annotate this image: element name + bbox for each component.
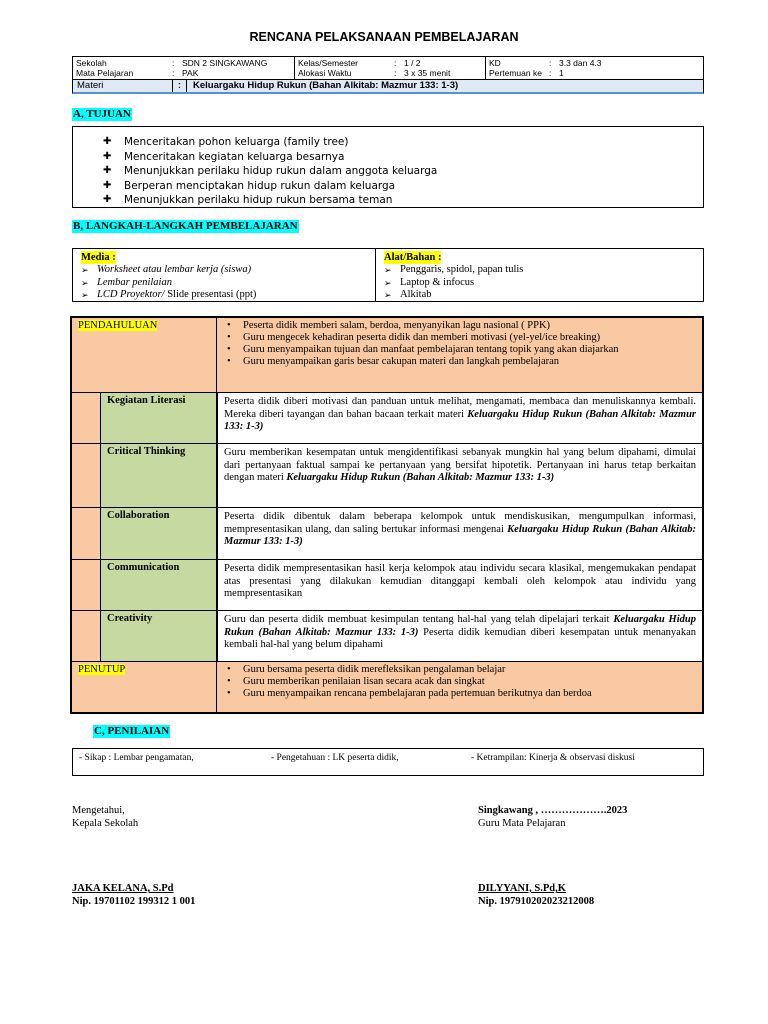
penilaian-sikap: - Sikap : Lembar pengamatan, [79, 753, 194, 763]
arrow-bullet-icon: ➢ [81, 290, 89, 300]
penutup-list [217, 662, 702, 700]
activity-table [70, 316, 704, 714]
alat-column [376, 249, 703, 301]
communication-content: Peserta didik mempresentasikan hasil kerja kelompok atau individu secara klasikal, mengemukakan pendapat atas presentasi yang dilakukan kemudian ditanggapi kembali oleh kelompok atau individu yang mempresentasikan [217, 560, 702, 610]
alat-list [384, 264, 695, 302]
header-school-cell: Sekolah : SDN 2 SINGKAWANG Mata Pelajaran : PAK [73, 57, 295, 79]
creativity-row [72, 611, 702, 662]
plus-bullet-icon: ✚ [103, 165, 112, 176]
tujuan-item: ✚ Menceritakan kegiatan keluarga besarnya [103, 150, 345, 163]
tujuan-item: ✚ Menunjukkan perilaku hidup rukun bersama teman [103, 194, 393, 206]
materi-value: Keluargaku Hidup Rukun (Bahan Alkitab: Mazmur 133: 1-3) [193, 80, 459, 91]
materi-label: Materi [73, 80, 173, 92]
tujuan-heading: A, TUJUAN [73, 108, 131, 120]
critical-thinking-content: Guru memberikan kesempatan untuk mengidentifikasi sebanyak mungkin hal yang belum dipahami, dimulai dari pertanyaan faktual sampai ke pertanyaan yang bersifat hipotetik. Pertanyaan ini harus tetap berkaitan dengan materi Keluargaku Hidup Rukun (Bahan Alkitab: Mazmur 133: 1-3) [217, 444, 702, 507]
arrow-bullet-icon: ➢ [384, 265, 392, 275]
penutup-label: PENUTUP [78, 664, 126, 675]
penilaian-keterampilan: - Ketrampilan: Kinerja & observasi diskusi [471, 753, 635, 763]
penutup-content [217, 662, 702, 712]
tujuan-list-box [72, 126, 704, 208]
kd-label: KD [489, 58, 501, 68]
kd-value: 3.3 dan 4.3 [559, 58, 602, 68]
list-item: ➢ Penggaris, spidol, papan tulis [384, 264, 524, 275]
signature-left [72, 804, 195, 908]
kepala-sekolah-nip: Nip. 19701102 199312 1 001 [72, 896, 196, 907]
arrow-bullet-icon: ➢ [81, 277, 89, 288]
collaboration-content: Peserta didik dibentuk dalam beberapa kelompok untuk mendiskusikan, mengumpulkan informasi, mempresentasikan ulang, dan saling bertukar informasi mengenai Keluargaku Hidup Rukun (Bahan Alkitab: Mazmur 133: 1-3) [217, 508, 702, 559]
literasi-label: Kegiatan Literasi [107, 395, 186, 406]
list-item: ➢ Laptop & infocus [384, 276, 475, 288]
communication-label: Communication [107, 562, 180, 573]
arrow-bullet-icon: ➢ [81, 265, 89, 275]
literasi-content: Peserta didik diberi motivasi dan panduan untuk melihat, mengamati, membaca dan menuliskannya kembali. Mereka diberi tayangan dan bahan bacaan terkait materi Keluargaku Hidup Rukun (Bahan Alkitab: Mazmur 133: 1-3) [217, 393, 702, 443]
creativity-label: Creativity [107, 613, 153, 624]
tujuan-item: ✚ Menceritakan pohon keluarga (family tree) [103, 136, 349, 148]
list-item: • Guru memberikan penilaian lisan secara acak dan singkat [227, 676, 485, 687]
pendahuluan-content [217, 318, 702, 392]
guru-nip: Nip. 197910202023212008 [478, 896, 595, 907]
place-date-text: Singkawang , ……………….2023 [478, 805, 628, 816]
header-kd-cell: KD : 3.3 dan 4.3 Pertemuan ke : 1 [489, 58, 602, 78]
media-label: Media : [81, 252, 116, 263]
media-column [73, 249, 376, 301]
pendahuluan-list [217, 318, 702, 368]
penutup-row [72, 662, 702, 712]
arrow-bullet-icon: ➢ [384, 277, 392, 288]
collaboration-label: Collaboration [107, 510, 170, 521]
penilaian-box [72, 748, 704, 776]
plus-bullet-icon: ✚ [103, 136, 112, 147]
header-class-cell: Kelas/Semester : 1 / 2 Alokasi Waktu : 3 x 35 menit [295, 57, 486, 79]
pertemuan-label: Pertemuan ke [489, 68, 542, 78]
plus-bullet-icon: ✚ [103, 179, 112, 191]
media-alat-table [72, 248, 704, 302]
list-item: • Guru menyampaikan rencana pembelajaran pada pertemuan berikutnya dan berdoa [227, 688, 592, 699]
critical-thinking-row [72, 444, 702, 508]
literasi-row [72, 393, 702, 444]
sekolah-value: SDN 2 SINGKAWANG [182, 58, 268, 68]
list-item: • Guru mengecek kehadiran peserta didik dan memberi motivasi (yel-yel/ice breaking) [227, 332, 601, 343]
header-info-table [72, 56, 704, 80]
kelas-value: 1 / 2 [404, 58, 421, 68]
alat-label: Alat/Bahan : [384, 252, 442, 263]
collaboration-row [72, 508, 702, 560]
communication-row [72, 560, 702, 611]
mapel-value: PAK [182, 68, 199, 78]
guru-name: DILYYANI, S.Pd,K [478, 883, 566, 894]
pertemuan-value: 1 [559, 68, 564, 78]
list-item: • Guru menyampaikan tujuan dan manfaat pembelajaran tentang topik yang akan diajarkan [227, 344, 619, 355]
kepala-sekolah-text: Kepala Sekolah [72, 818, 139, 829]
langkah-heading: B, LANGKAH-LANGKAH PEMBELAJARAN [73, 220, 298, 232]
list-item: ➢ Worksheet atau lembar kerja (siswa) [81, 264, 252, 275]
media-list [81, 264, 367, 302]
critical-thinking-label: Critical Thinking [107, 446, 186, 457]
list-item: ➢ Alkitab [384, 289, 432, 300]
materi-row: Materi : Keluargaku Hidup Rukun (Bahan Alkitab: Mazmur 133: 1-3) [72, 79, 704, 94]
sekolah-label: Sekolah [76, 58, 107, 68]
penilaian-heading: C, PENILAIAN [94, 725, 170, 737]
pendahuluan-row [72, 318, 702, 393]
penilaian-pengetahuan: - Pengetahuan : LK peserta didik, [271, 753, 399, 763]
arrow-bullet-icon: ➢ [384, 290, 392, 300]
tujuan-item: ✚ Berperan menciptakan hidup rukun dalam keluarga [103, 179, 396, 192]
list-item: • Peserta didik memberi salam, berdoa, menyanyikan lagu nasional ( PPK) [227, 320, 551, 331]
plus-bullet-icon: ✚ [103, 150, 112, 162]
kelas-label: Kelas/Semester [298, 58, 358, 68]
pendahuluan-label-cell [72, 318, 217, 392]
list-item: • Guru bersama peserta didik merefleksikan pengalaman belajar [227, 664, 506, 675]
creativity-content: Guru dan peserta didik membuat kesimpulan tentang hal-hal yang telah dipelajari terkait Keluargaku Hidup Rukun (Bahan Alkitab: Mazmur 133: 1-3) Peserta didik kemudian diberi kesempatan untuk menanyakan kembali hal-hal yang belum dipahami [217, 611, 702, 661]
plus-bullet-icon: ✚ [103, 194, 112, 205]
mapel-label: Mata Pelajaran [76, 68, 134, 78]
list-item: • Guru menyampaikan garis besar cakupan materi dan langkah pembelajaran [227, 356, 560, 367]
alokasi-value: 3 x 35 menit [404, 68, 451, 78]
guru-mapel-text: Guru Mata Pelajaran [478, 818, 566, 829]
mengetahui-text: Mengetahui, [72, 805, 125, 816]
document-title: RENCANA PELAKSANAAN PEMBELAJARAN [249, 30, 519, 44]
alokasi-label: Alokasi Waktu [298, 68, 352, 78]
tujuan-item: ✚ Menunjukkan perilaku hidup rukun dalam anggota keluarga [103, 165, 438, 177]
pendahuluan-label: PENDAHULUAN [78, 320, 158, 331]
kepala-sekolah-name: JAKA KELANA, S.Pd [72, 883, 174, 894]
list-item: ➢ Lembar penilaian [81, 276, 172, 288]
list-item: ➢ LCD Proyektor/ Slide presentasi (ppt) [81, 289, 257, 300]
signature-right [478, 804, 627, 908]
penutup-label-cell [72, 662, 217, 712]
tujuan-list [73, 127, 703, 208]
